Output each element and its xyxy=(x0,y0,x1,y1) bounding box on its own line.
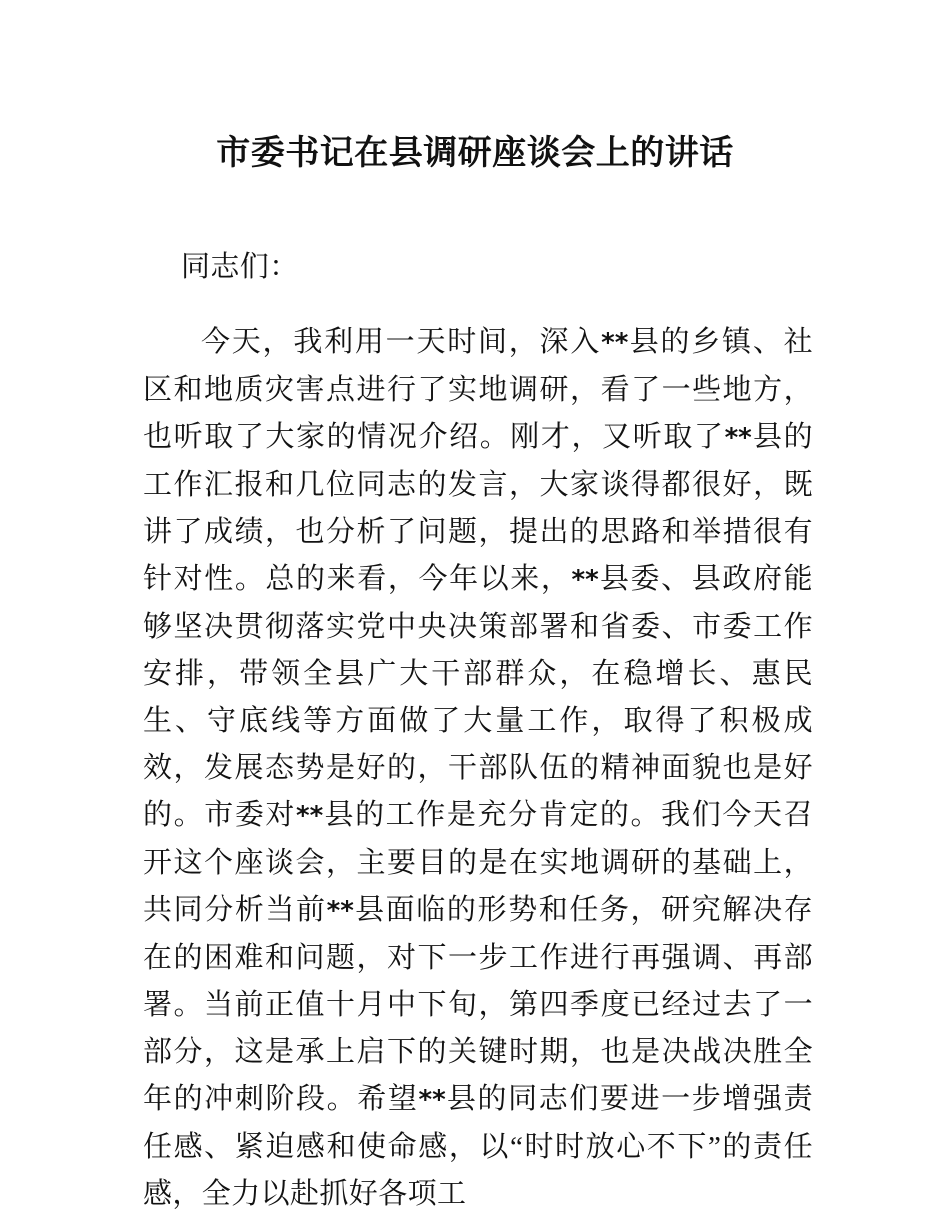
redaction-marker: ** xyxy=(724,423,752,453)
redaction-marker: ** xyxy=(326,896,354,926)
document-body xyxy=(143,244,813,1218)
salutation-line: 同志们： xyxy=(181,251,299,283)
page-title: 市委书记在县调研座谈会上的讲话 xyxy=(216,133,734,172)
redaction-marker: ** xyxy=(296,801,324,831)
body-paragraph: 今天，我利用一天时间，深入**县的乡镇、社区和地质灾害点进行了实地调研，看了一些地方，也听取了大家的情况介绍。刚才，又听取了**县的工作汇报和几位同志的发言，大家谈得都很好，既讲了成绩，也分析了问题，提出的思路和举措很有针对性。总的来看，今年以来，**县委、县政府能够坚决贯彻落实党中央决策部署和省委、市委工作安排，带领全县广大干部群众，在稳增长、惠民生、守底线等方面做了大量工作，取得了积极成效，发展态势是好的，干部队伍的精神面貌也是好的。市委对**县的工作是充分肯定的。我们今天召开这个座谈会，主要目的是在实地调研的基础上，共同分析当前**县面临的形势和任务，研究解决存在的困难和问题，对下一步工作进行再强调、再部署。当前正值十月中下旬，第四季度已经过去了一部分，这是承上启下的关键时期，也是决战决胜全年的冲刺阶段。希望**县的同志们要进一步增强责任感、紧迫感和使命感，以“时时放心不下”的责任感，全力以赴抓好各项工 xyxy=(143,326,813,1210)
redaction-marker: ** xyxy=(418,1085,446,1115)
redaction-marker: ** xyxy=(601,328,629,358)
redaction-marker: ** xyxy=(571,565,599,595)
